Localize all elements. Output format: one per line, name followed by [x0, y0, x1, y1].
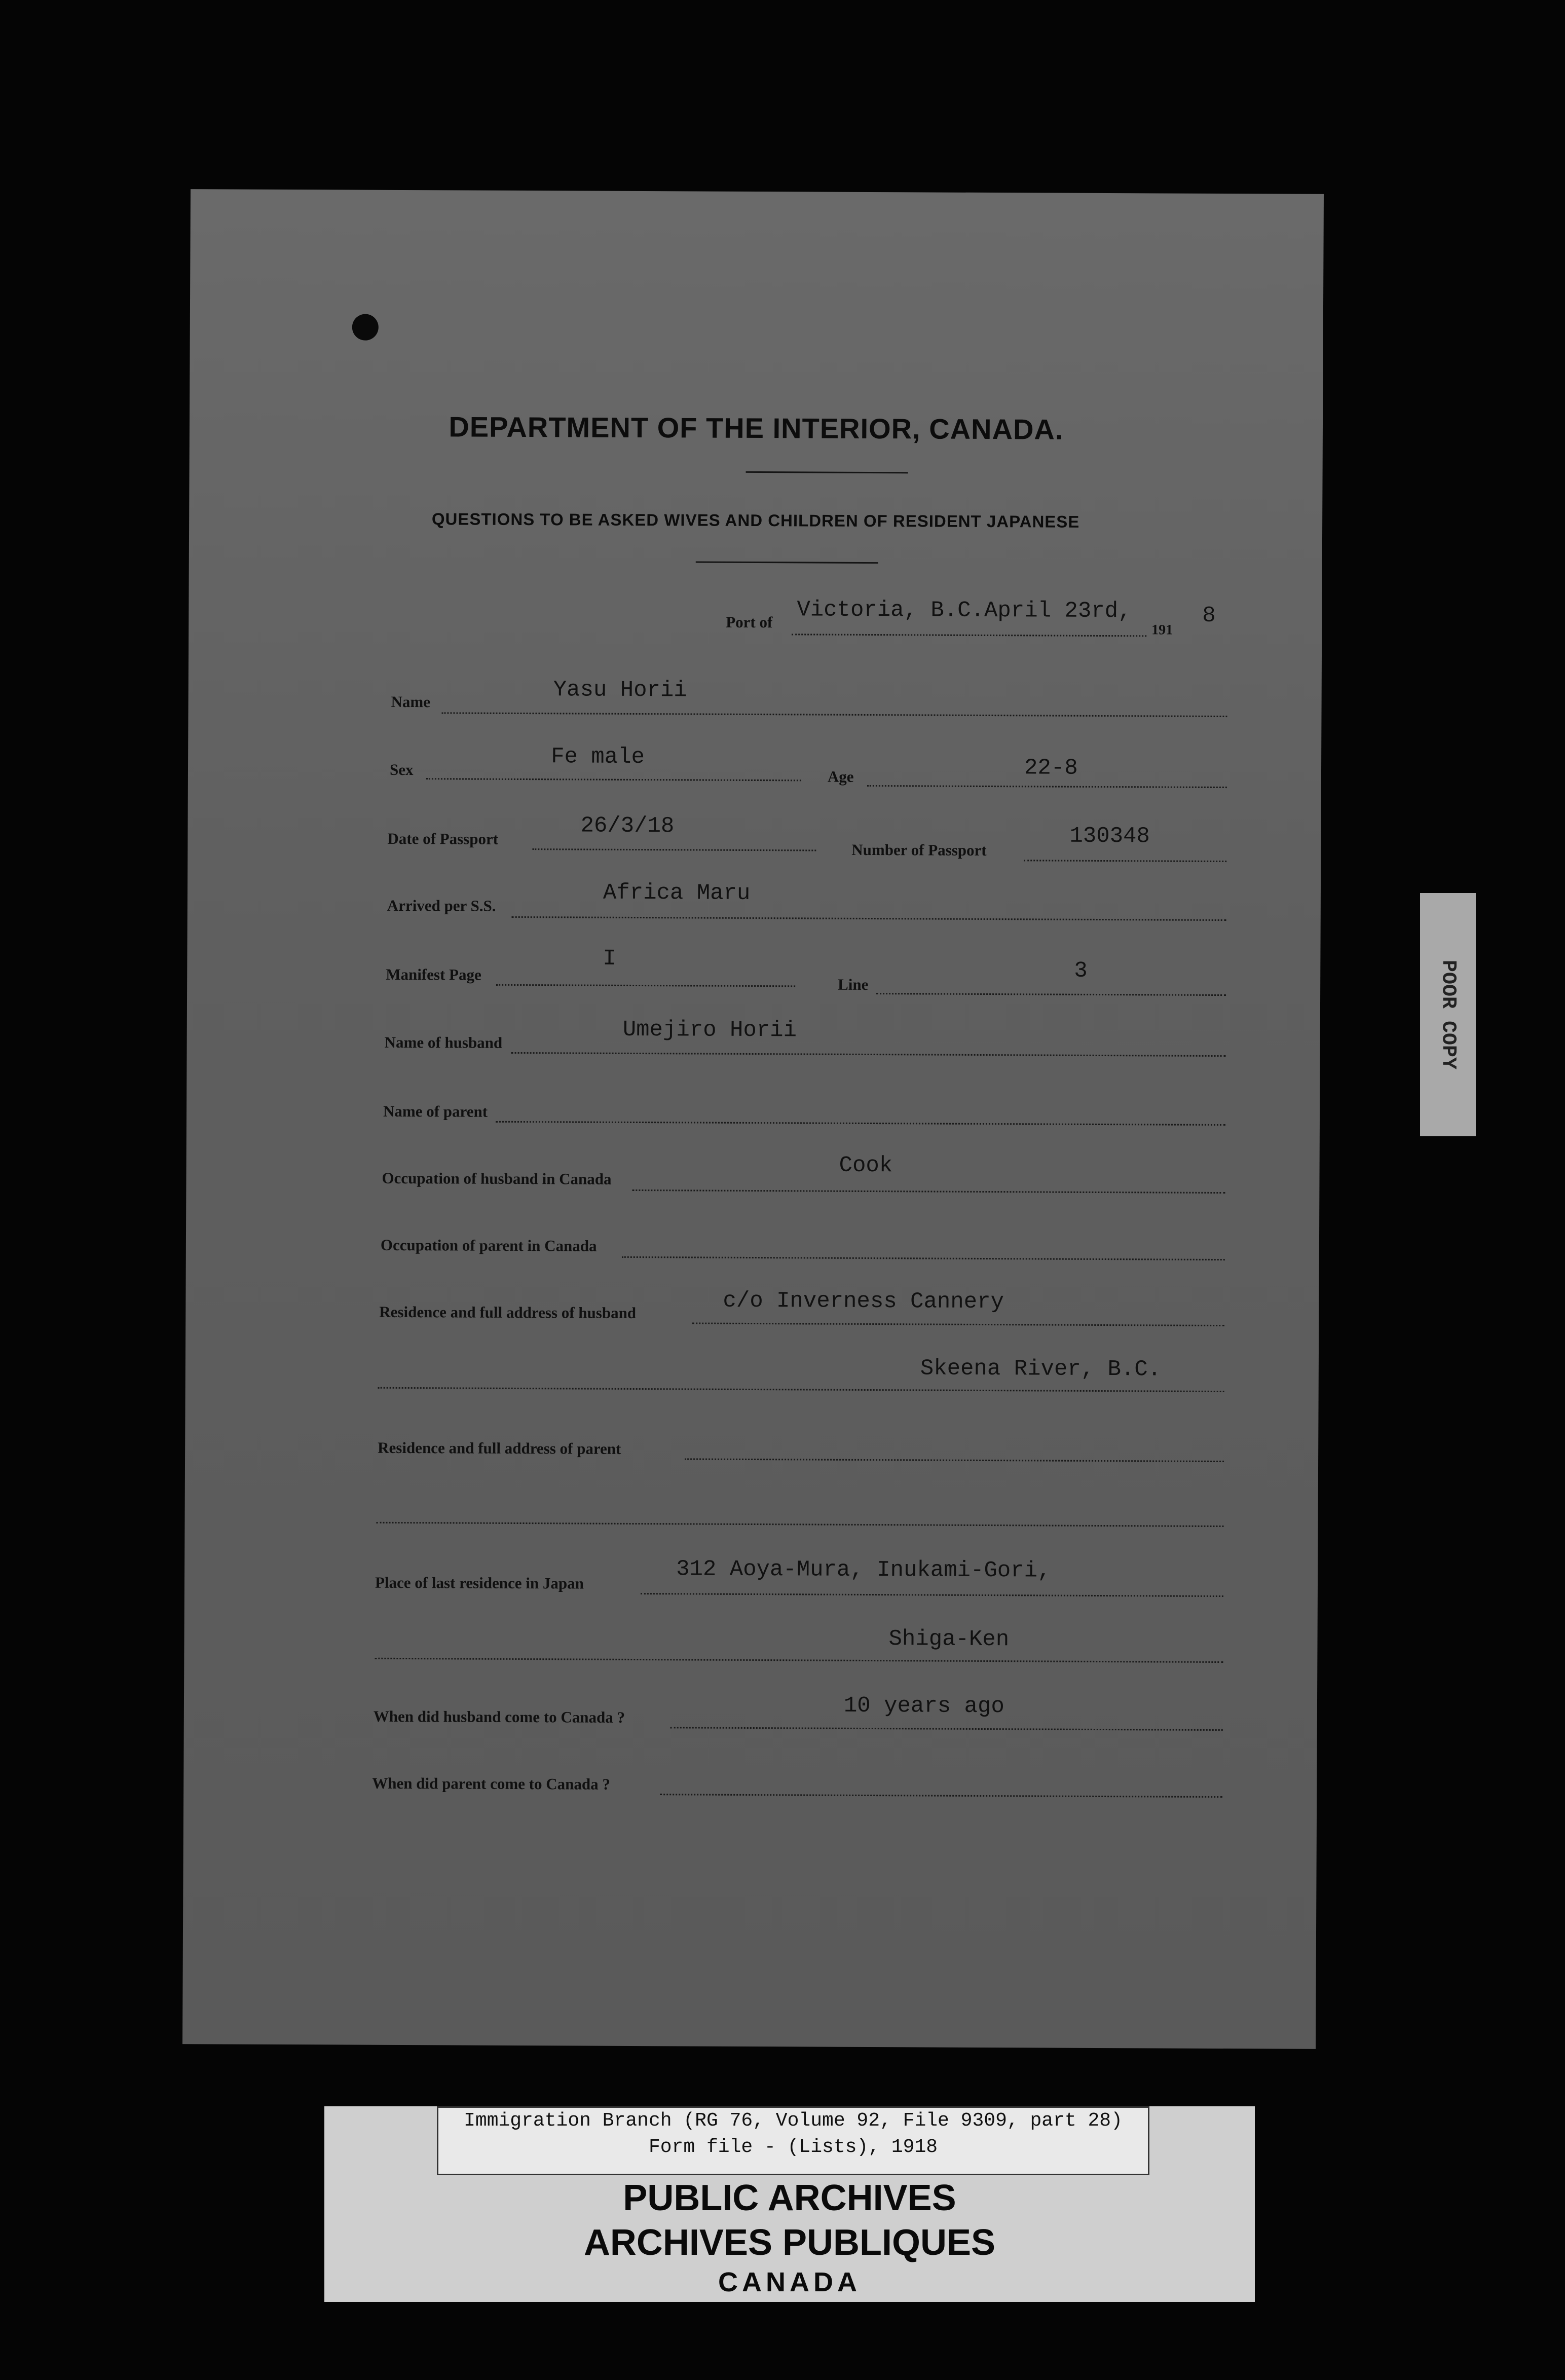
husband-address-line-2 — [378, 1387, 1224, 1392]
sex-label: Sex — [389, 760, 414, 779]
last-residence-value: 312 Aoya-Mura, Inukami-Gori, — [676, 1556, 1051, 1584]
last-residence-value-2: Shiga-Ken — [888, 1626, 1010, 1653]
parent-came-line — [660, 1794, 1222, 1798]
archive-line-1: PUBLIC ARCHIVES — [623, 2178, 956, 2218]
form-subtitle: QUESTIONS TO BE ASKED WIVES AND CHILDREN OF RESIDENT JAPANESE — [431, 509, 1080, 531]
passport-number-label: Number of Passport — [851, 840, 987, 860]
subtitle-rule — [696, 561, 878, 564]
year-suffix: 8 — [1202, 603, 1216, 628]
husband-name-line — [511, 1052, 1226, 1057]
last-residence-line — [641, 1593, 1223, 1597]
husband-address-value: c/o Inverness Cannery — [723, 1288, 1004, 1315]
husband-came-value: 10 years ago — [843, 1693, 1004, 1720]
archive-line-2: ARCHIVES PUBLIQUES — [583, 2222, 996, 2263]
passport-date-line — [532, 848, 816, 851]
husband-occupation-value: Cook — [839, 1152, 893, 1179]
parent-name-line — [496, 1121, 1225, 1126]
arrived-value: Africa Maru — [603, 880, 751, 906]
arrived-label: Arrived per S.S. — [387, 896, 496, 915]
parent-address-line — [685, 1458, 1224, 1462]
line-label: Line — [838, 975, 869, 993]
line-line — [876, 993, 1226, 996]
form-page — [182, 189, 1324, 2049]
port-line — [792, 634, 1146, 637]
archive-line-3: CANADA — [718, 2267, 861, 2297]
archive-stamp — [324, 2106, 1255, 2302]
archive-reference-line-1: Immigration Branch (RG 76, Volume 92, File 9309, part 28) — [464, 2110, 1123, 2132]
parent-address-line-2 — [377, 1522, 1224, 1527]
name-line — [441, 712, 1227, 717]
age-value: 22-8 — [1024, 755, 1078, 781]
parent-came-label: When did parent come to Canada ? — [372, 1774, 610, 1793]
passport-date-value: 26/3/18 — [580, 813, 675, 839]
husband-address-label: Residence and full address of husband — [379, 1303, 637, 1322]
last-residence-label: Place of last residence in Japan — [375, 1573, 584, 1592]
year-prefix: 191 — [1151, 622, 1173, 638]
manifest-value: I — [603, 946, 616, 972]
form-title: DEPARTMENT OF THE INTERIOR, CANADA. — [449, 411, 1064, 445]
parent-occupation-line — [622, 1256, 1225, 1260]
husband-occupation-line — [632, 1189, 1225, 1194]
husband-came-line — [670, 1727, 1223, 1731]
manifest-line — [496, 984, 795, 987]
parent-address-label: Residence and full address of parent — [378, 1438, 621, 1458]
manifest-label: Manifest Page — [386, 965, 481, 984]
archive-reference-label — [437, 2106, 1149, 2175]
arrived-line — [512, 916, 1226, 921]
husband-name-value: Umejiro Horii — [622, 1017, 797, 1044]
title-rule — [746, 471, 908, 473]
husband-address-value-2: Skeena River, B.C. — [920, 1356, 1162, 1383]
age-line — [867, 785, 1227, 788]
name-value: Yasu Horii — [553, 677, 687, 703]
sex-line — [426, 778, 801, 781]
husband-came-label: When did husband come to Canada ? — [373, 1707, 625, 1726]
sex-value: Fe male — [551, 744, 645, 770]
parent-name-label: Name of parent — [383, 1102, 488, 1121]
passport-date-label: Date of Passport — [387, 829, 499, 848]
passport-number-line — [1024, 860, 1226, 862]
line-value: 3 — [1074, 958, 1088, 984]
age-label: Age — [827, 767, 854, 786]
port-label: Port of — [726, 613, 773, 631]
poor-copy-text: POOR COPY — [1436, 959, 1460, 1070]
archive-reference-line-2: Form file - (Lists), 1918 — [648, 2136, 938, 2158]
last-residence-line-2 — [375, 1658, 1223, 1663]
punch-hole — [352, 314, 379, 341]
port-value: Victoria, B.C.April 23rd, — [797, 597, 1132, 624]
passport-number-value: 130348 — [1069, 823, 1150, 849]
husband-address-line — [692, 1322, 1224, 1326]
husband-name-label: Name of husband — [384, 1033, 503, 1052]
husband-occupation-label: Occupation of husband in Canada — [382, 1169, 612, 1188]
parent-occupation-label: Occupation of parent in Canada — [380, 1236, 597, 1255]
poor-copy-tab — [1420, 893, 1476, 1136]
name-label: Name — [391, 692, 431, 711]
